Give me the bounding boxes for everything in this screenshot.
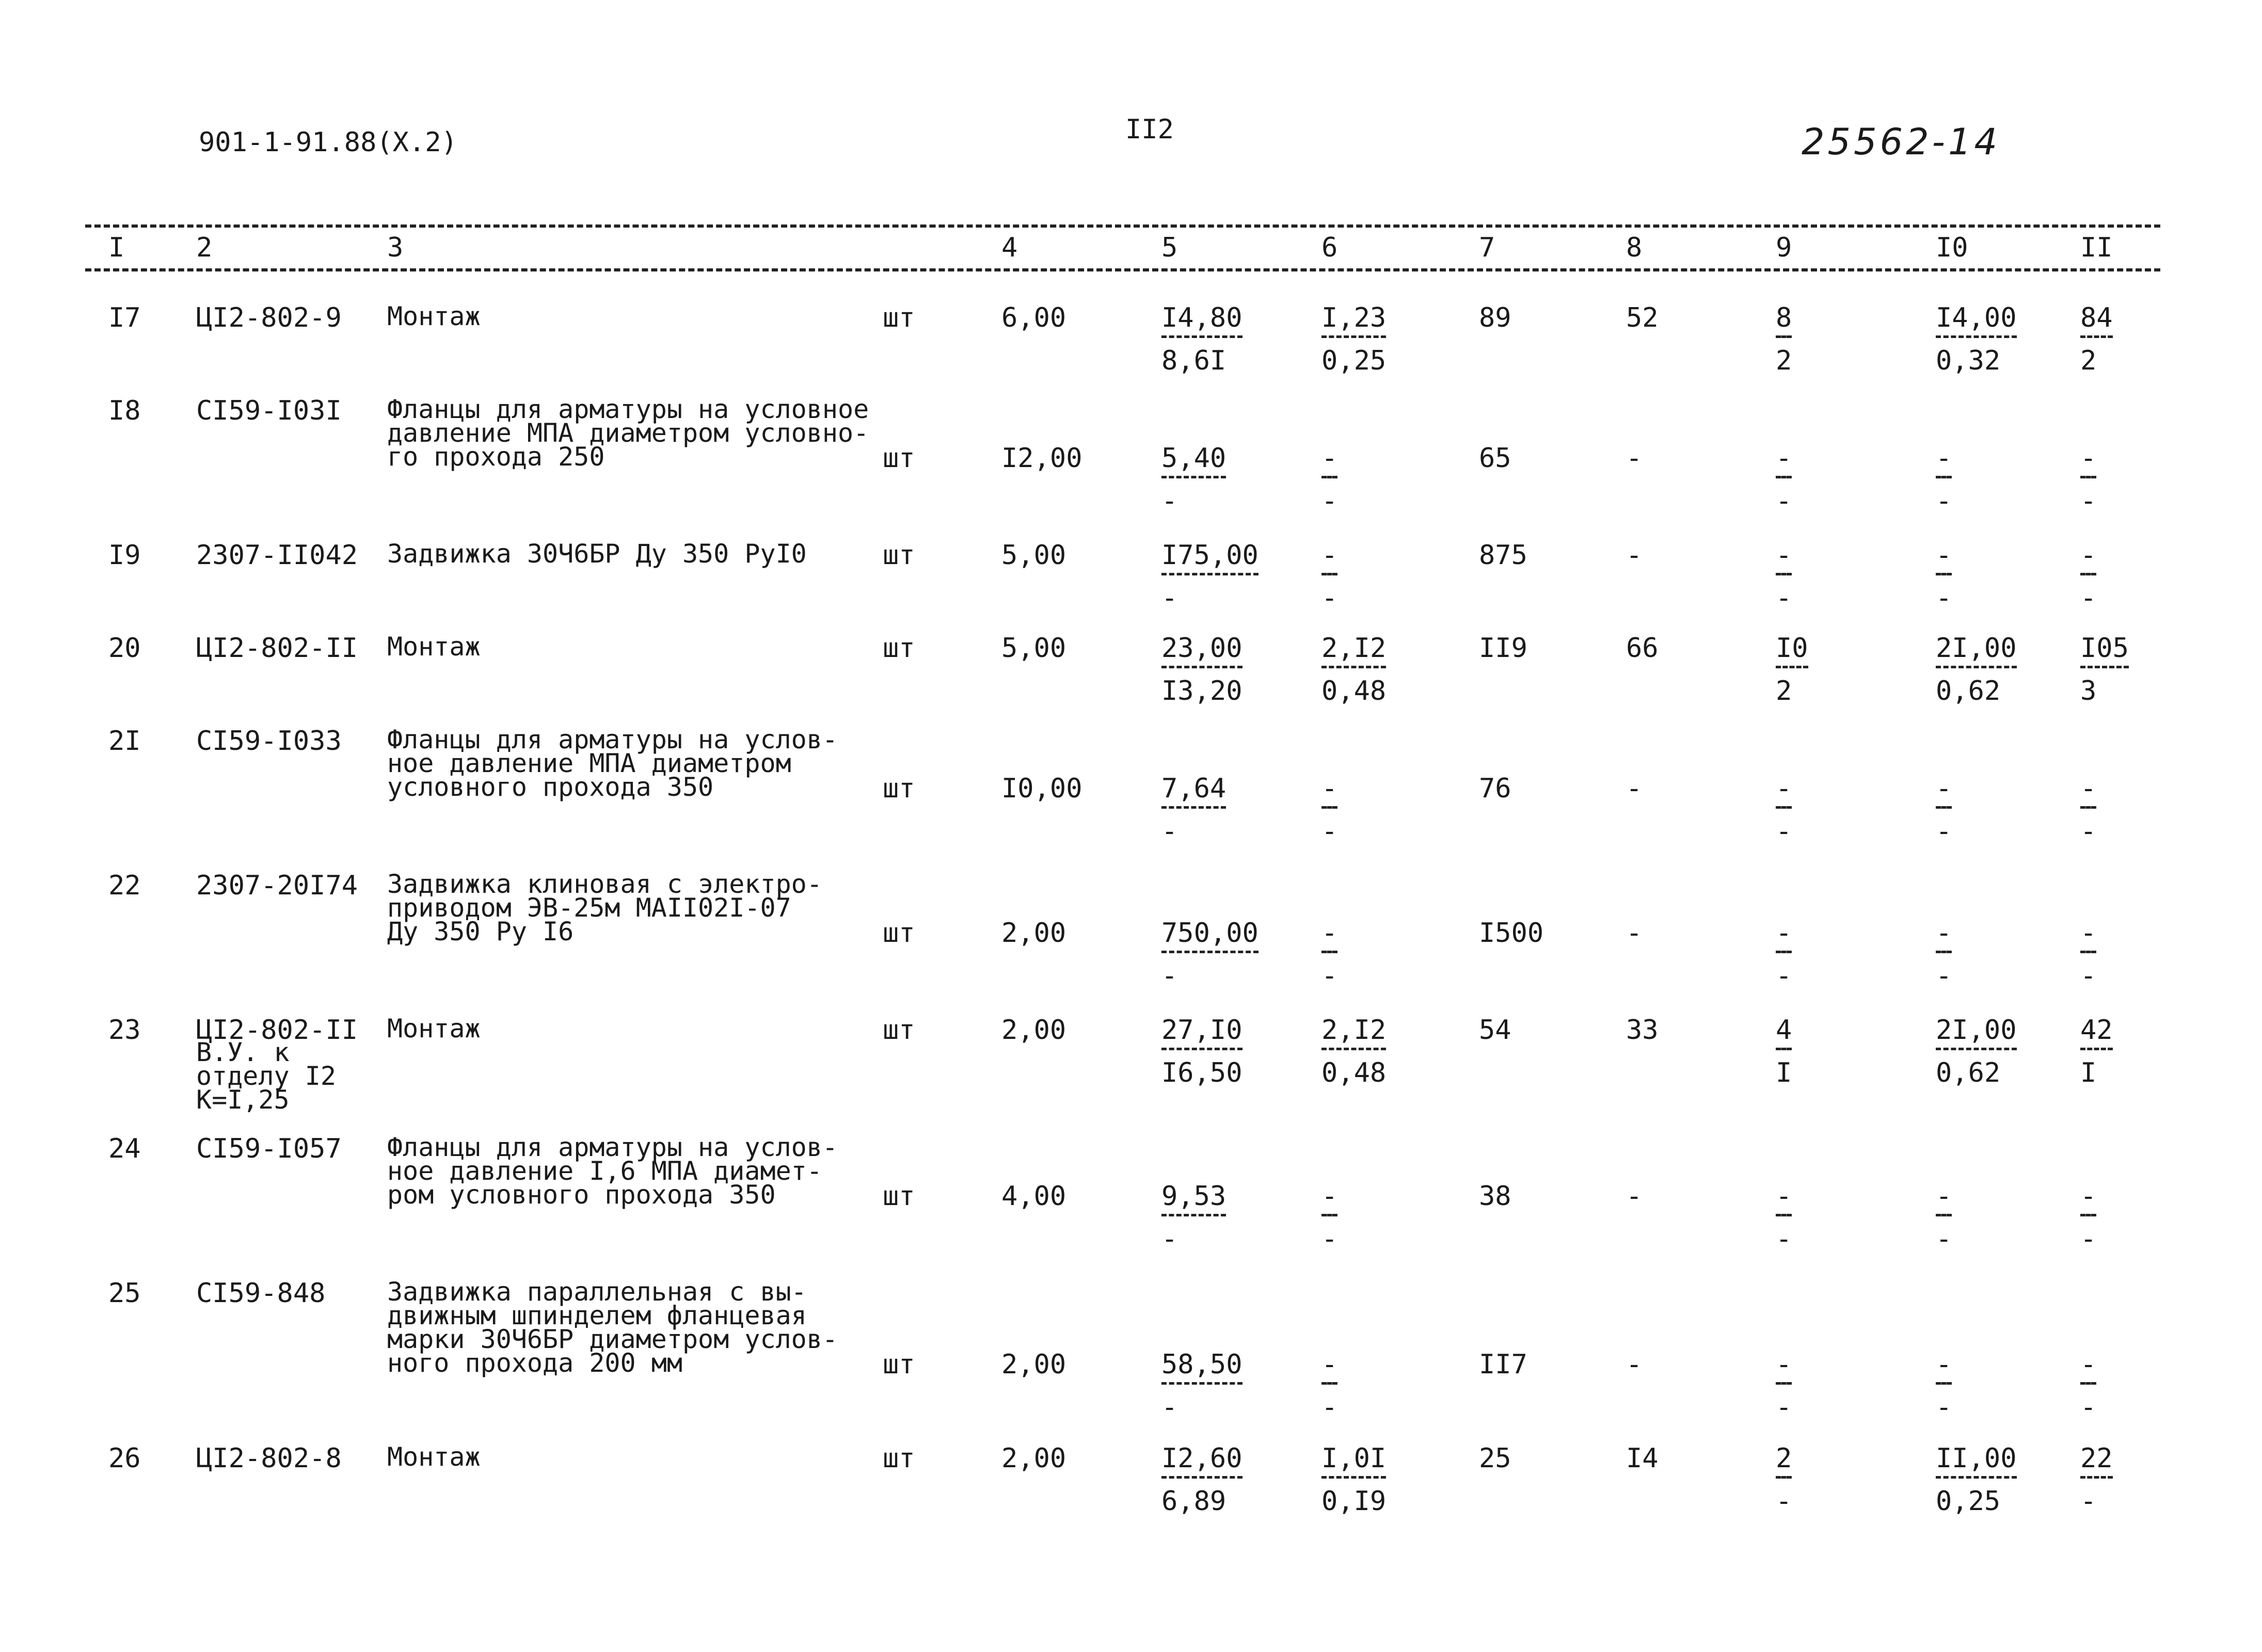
labor-total-numerator: - [2080, 920, 2096, 953]
total-wages: I4 [1626, 1443, 1659, 1474]
price-code: ЦI2-802-II [196, 633, 358, 664]
labor-unit-denominator: - [1936, 816, 1952, 847]
unit-cost-numerator: I4,80 [1161, 304, 1242, 338]
unit-wages-denominator: - [1321, 816, 1338, 847]
total-cost: II7 [1479, 1349, 1527, 1380]
labor-unit-denominator: 0,62 [1936, 1057, 2001, 1088]
unit-wages-denominator: 0,25 [1321, 345, 1387, 376]
unit-wages [1321, 1017, 1386, 1086]
machine-cost-denominator: - [1776, 1486, 1792, 1517]
labor-total [2080, 1445, 2113, 1515]
column-number: 8 [1626, 232, 1643, 263]
machine-cost-denominator: - [1776, 583, 1792, 614]
labor-total-denominator: - [2080, 486, 2097, 517]
unit-cost-numerator: 5,40 [1161, 445, 1226, 478]
column-number: 3 [387, 232, 404, 263]
labor-total-denominator: 2 [2080, 345, 2097, 376]
unit: шт [883, 540, 915, 571]
machine-cost-denominator: 2 [1776, 345, 1792, 376]
labor-total-numerator: I05 [2080, 635, 2129, 668]
work-description: Монтаж [387, 1442, 481, 1472]
labor-total-numerator: - [2080, 1351, 2096, 1385]
machine-cost [1776, 1445, 1792, 1515]
unit: шт [883, 1349, 915, 1380]
unit-wages-denominator: 0,I9 [1321, 1486, 1387, 1517]
labor-unit [1936, 445, 1952, 515]
column-number: II [2080, 232, 2113, 263]
price-code-note: В.У. к [196, 1037, 290, 1067]
labor-unit-denominator: 0,62 [1936, 676, 2001, 707]
unit-cost [1161, 542, 1259, 612]
total-cost: 89 [1479, 302, 1511, 333]
row-number: 2I [108, 726, 141, 757]
quantity: 2,00 [1001, 1015, 1066, 1046]
unit-wages-numerator: I,0I [1321, 1445, 1386, 1479]
labor-total-denominator: I [2080, 1057, 2097, 1088]
row-number: 24 [108, 1133, 141, 1164]
labor-total-numerator: - [2080, 1183, 2096, 1216]
row-number: I8 [108, 395, 141, 426]
unit-cost-denominator: - [1161, 1224, 1178, 1255]
work-description: условного прохода 350 [387, 772, 714, 802]
work-description: Задвижка 30Ч6БР Ду 350 РуI0 [387, 539, 807, 569]
unit-cost [1161, 445, 1226, 515]
labor-unit [1936, 920, 1952, 989]
quantity: 4,00 [1001, 1181, 1066, 1212]
labor-total [2080, 304, 2113, 374]
price-code: 2307-20I74 [196, 870, 358, 901]
unit-wages-numerator: - [1321, 775, 1337, 809]
labor-unit [1936, 542, 1952, 612]
price-code: CI59-I057 [196, 1133, 342, 1164]
labor-unit-numerator: 2I,00 [1936, 635, 2017, 668]
unit-wages-denominator: 0,48 [1321, 1057, 1387, 1088]
row-number: I7 [108, 302, 141, 333]
work-description: Задвижка параллельная с вы- [387, 1277, 807, 1307]
machine-cost [1776, 1183, 1792, 1253]
unit: шт [883, 302, 915, 333]
work-description: Фланцы для арматуры на условное [387, 394, 869, 424]
total-cost: I500 [1479, 918, 1544, 949]
unit-wages-denominator: - [1321, 1392, 1338, 1423]
labor-unit-denominator: 0,25 [1936, 1486, 2001, 1517]
labor-total [2080, 542, 2096, 612]
labor-unit [1936, 1017, 2017, 1086]
machine-cost-numerator: - [1776, 775, 1792, 809]
column-number: 2 [196, 232, 213, 263]
unit-wages [1321, 445, 1337, 515]
machine-cost-numerator: - [1776, 1183, 1792, 1216]
labor-total-denominator: - [2080, 1224, 2097, 1255]
unit-wages [1321, 304, 1386, 374]
row-number: 22 [108, 870, 141, 901]
labor-total-denominator: - [2080, 816, 2097, 847]
quantity: 5,00 [1001, 633, 1066, 664]
labor-total-numerator: 22 [2080, 1445, 2113, 1479]
unit-cost-numerator: 58,50 [1161, 1351, 1242, 1385]
machine-cost-denominator: I [1776, 1057, 1792, 1088]
price-code: CI59-I03I [196, 395, 342, 426]
labor-unit [1936, 1183, 1952, 1253]
labor-unit-numerator: II,00 [1936, 1445, 2017, 1479]
unit-cost-denominator: - [1161, 1392, 1178, 1423]
quantity: 2,00 [1001, 1443, 1066, 1474]
column-number: 6 [1321, 232, 1338, 263]
labor-total-numerator: 84 [2080, 304, 2113, 338]
unit-wages [1321, 542, 1337, 612]
unit-wages-denominator: - [1321, 583, 1338, 614]
total-wages: 52 [1626, 302, 1659, 333]
labor-total [2080, 920, 2096, 989]
row-number: 25 [108, 1278, 141, 1309]
labor-total [2080, 633, 2129, 707]
unit-wages [1321, 1183, 1337, 1253]
page-number: II2 [1125, 114, 1174, 145]
total-cost: 38 [1479, 1181, 1511, 1212]
unit-cost-numerator: 9,53 [1161, 1183, 1226, 1216]
price-code: ЦI2-802-8 [196, 1443, 342, 1474]
work-description: ное давление I,6 МПА диамет- [387, 1156, 822, 1186]
total-cost: 25 [1479, 1443, 1511, 1474]
quantity: I2,00 [1001, 443, 1082, 474]
unit: шт [883, 633, 915, 664]
labor-unit-numerator: - [1936, 920, 1952, 953]
labor-unit-denominator: - [1936, 960, 1952, 991]
unit-cost [1161, 1351, 1242, 1421]
machine-cost [1776, 542, 1792, 612]
unit-wages-numerator: - [1321, 1183, 1337, 1216]
quantity: 6,00 [1001, 302, 1066, 333]
labor-total-denominator: - [2080, 960, 2097, 991]
machine-cost [1776, 1351, 1792, 1421]
price-code: CI59-848 [196, 1278, 326, 1309]
unit-cost-denominator: - [1161, 486, 1178, 517]
work-description: Фланцы для арматуры на услов- [387, 725, 838, 755]
header-top-rule [85, 224, 2160, 228]
labor-total [2080, 1183, 2096, 1253]
unit: шт [883, 773, 915, 804]
total-wages: 33 [1626, 1015, 1659, 1046]
total-wages: - [1626, 540, 1643, 571]
labor-total-numerator: - [2080, 445, 2096, 478]
labor-total-denominator: 3 [2080, 676, 2097, 707]
machine-cost-numerator: 8 [1776, 304, 1792, 338]
document-code: 901-1-91.88(X.2) [199, 127, 457, 158]
row-number: 26 [108, 1443, 141, 1474]
total-cost: II9 [1479, 633, 1527, 664]
labor-unit [1936, 304, 2017, 374]
labor-unit-numerator: - [1936, 1351, 1952, 1385]
labor-unit-numerator: I4,00 [1936, 304, 2017, 338]
unit: шт [883, 443, 915, 474]
labor-unit-denominator: - [1936, 1392, 1952, 1423]
row-number: I9 [108, 540, 141, 571]
price-code: 2307-II042 [196, 540, 358, 571]
machine-cost-denominator: - [1776, 960, 1792, 991]
unit-cost [1161, 1445, 1242, 1515]
unit-cost-denominator: - [1161, 583, 1178, 614]
work-description: движным шпинделем фланцевая [387, 1301, 807, 1330]
labor-unit-denominator: - [1936, 583, 1952, 614]
unit: шт [883, 918, 915, 949]
labor-unit [1936, 775, 1952, 845]
unit-wages-denominator: - [1321, 960, 1338, 991]
labor-total-denominator: - [2080, 583, 2097, 614]
work-description: приводом ЭВ-25м МАII02I-07 [387, 893, 791, 923]
work-description: Задвижка клиновая с электро- [387, 869, 822, 899]
unit-cost-numerator: I2,60 [1161, 1445, 1242, 1479]
unit-wages-numerator: - [1321, 920, 1337, 953]
total-wages: - [1626, 443, 1643, 474]
total-wages: - [1626, 1181, 1643, 1212]
unit-cost-denominator: - [1161, 816, 1178, 847]
unit-cost-numerator: 27,I0 [1161, 1017, 1242, 1050]
row-number: 23 [108, 1015, 141, 1046]
total-cost: 875 [1479, 540, 1527, 571]
machine-cost-denominator: - [1776, 1392, 1792, 1423]
unit-wages [1321, 775, 1337, 845]
work-description: Ду 350 Ру I6 [387, 917, 574, 947]
labor-total [2080, 445, 2096, 515]
unit-wages-numerator: 2,I2 [1321, 635, 1386, 668]
labor-unit [1936, 633, 2017, 707]
column-number: I0 [1936, 232, 1968, 263]
unit-cost [1161, 775, 1226, 845]
labor-total [2080, 1351, 2096, 1421]
machine-cost [1776, 920, 1792, 989]
column-number: 7 [1479, 232, 1495, 263]
total-wages: - [1626, 1349, 1643, 1380]
unit-cost-numerator: 23,00 [1161, 635, 1242, 668]
labor-unit-denominator: 0,32 [1936, 345, 2001, 376]
machine-cost-denominator: - [1776, 486, 1792, 517]
unit-cost [1161, 920, 1259, 989]
machine-cost-denominator: - [1776, 816, 1792, 847]
unit-wages [1321, 633, 1387, 707]
labor-unit-numerator: 2I,00 [1936, 1017, 2017, 1050]
work-description: ром условного прохода 350 [387, 1180, 776, 1210]
unit-wages-numerator: - [1321, 542, 1337, 575]
price-code-note: отделу I2 [196, 1061, 336, 1091]
work-description: ного прохода 200 мм [387, 1348, 682, 1378]
machine-cost-numerator: I0 [1776, 635, 1808, 668]
quantity: 2,00 [1001, 918, 1066, 949]
unit-cost-denominator: I3,20 [1161, 676, 1242, 707]
labor-unit-numerator: - [1936, 775, 1952, 809]
unit-cost [1161, 633, 1242, 707]
labor-unit [1936, 1351, 1952, 1421]
unit-wages-denominator: 0,48 [1321, 676, 1387, 707]
labor-total [2080, 775, 2096, 845]
price-code: CI59-I033 [196, 726, 342, 757]
labor-unit-numerator: - [1936, 542, 1952, 575]
header-bottom-rule [85, 268, 2160, 271]
work-description: Монтаж [387, 632, 481, 662]
machine-cost-denominator: - [1776, 1224, 1792, 1255]
column-number: 4 [1001, 232, 1018, 263]
sheet-reference: 25562-14 [1802, 121, 2001, 163]
column-number: 5 [1161, 232, 1178, 263]
labor-total-numerator: - [2080, 542, 2096, 575]
machine-cost [1776, 445, 1792, 515]
work-description: Монтаж [387, 1014, 481, 1044]
machine-cost-numerator: 2 [1776, 1445, 1792, 1479]
work-description: давление МПА диаметром условно- [387, 418, 869, 448]
total-wages: - [1626, 773, 1643, 804]
price-code: ЦI2-802-II [196, 1015, 358, 1046]
unit-cost-numerator: 750,00 [1161, 920, 1259, 953]
machine-cost-denominator: 2 [1776, 676, 1792, 707]
total-cost: 76 [1479, 773, 1511, 804]
quantity: I0,00 [1001, 773, 1082, 804]
total-wages: - [1626, 918, 1643, 949]
unit-cost-denominator: 6,89 [1161, 1486, 1226, 1517]
labor-unit-numerator: - [1936, 1183, 1952, 1216]
unit-wages-numerator: I,23 [1321, 304, 1386, 338]
unit-wages [1321, 1445, 1386, 1515]
total-cost: 65 [1479, 443, 1511, 474]
row-number: 20 [108, 633, 141, 664]
work-description: го прохода 250 [387, 442, 605, 472]
unit-wages-denominator: - [1321, 1224, 1338, 1255]
quantity: 5,00 [1001, 540, 1066, 571]
work-description: ное давление МПА диаметром [387, 748, 791, 778]
labor-total-numerator: - [2080, 775, 2096, 809]
unit-wages [1321, 920, 1337, 989]
unit-cost-numerator: 7,64 [1161, 775, 1226, 809]
total-cost: 54 [1479, 1015, 1511, 1046]
quantity: 2,00 [1001, 1349, 1066, 1380]
machine-cost-numerator: - [1776, 542, 1792, 575]
labor-unit-numerator: - [1936, 445, 1952, 478]
unit-wages [1321, 1351, 1337, 1421]
labor-total-numerator: 42 [2080, 1017, 2113, 1050]
unit-cost-denominator: I6,50 [1161, 1057, 1242, 1088]
work-description: Фланцы для арматуры на услов- [387, 1132, 838, 1162]
unit-cost-denominator: - [1161, 960, 1178, 991]
labor-total [2080, 1017, 2113, 1086]
labor-unit-denominator: - [1936, 486, 1952, 517]
price-code-note: К=I,25 [196, 1085, 290, 1115]
labor-total-denominator: - [2080, 1392, 2097, 1423]
column-number: 9 [1776, 232, 1792, 263]
unit-cost [1161, 1183, 1226, 1253]
unit-cost [1161, 304, 1242, 374]
unit-wages-numerator: - [1321, 445, 1337, 478]
unit-cost-numerator: I75,00 [1161, 542, 1259, 575]
machine-cost-numerator: - [1776, 1351, 1792, 1385]
machine-cost [1776, 1017, 1792, 1086]
unit-wages-numerator: - [1321, 1351, 1337, 1385]
work-description: Монтаж [387, 301, 481, 331]
unit-wages-numerator: 2,I2 [1321, 1017, 1386, 1050]
machine-cost [1776, 304, 1792, 374]
machine-cost-numerator: - [1776, 920, 1792, 953]
unit: шт [883, 1015, 915, 1046]
machine-cost-numerator: - [1776, 445, 1792, 478]
unit-cost-denominator: 8,6I [1161, 345, 1226, 376]
unit: шт [883, 1443, 915, 1474]
unit: шт [883, 1181, 915, 1212]
work-description: марки 30Ч6БР диаметром услов- [387, 1324, 838, 1354]
labor-unit [1936, 1445, 2017, 1515]
total-wages: 66 [1626, 633, 1659, 664]
machine-cost [1776, 775, 1792, 845]
labor-unit-denominator: - [1936, 1224, 1952, 1255]
unit-cost [1161, 1017, 1242, 1086]
machine-cost [1776, 633, 1808, 707]
price-code: ЦI2-802-9 [196, 302, 342, 333]
column-number: I [108, 232, 125, 263]
unit-wages-denominator: - [1321, 486, 1338, 517]
machine-cost-numerator: 4 [1776, 1017, 1792, 1050]
labor-total-denominator: - [2080, 1486, 2097, 1517]
